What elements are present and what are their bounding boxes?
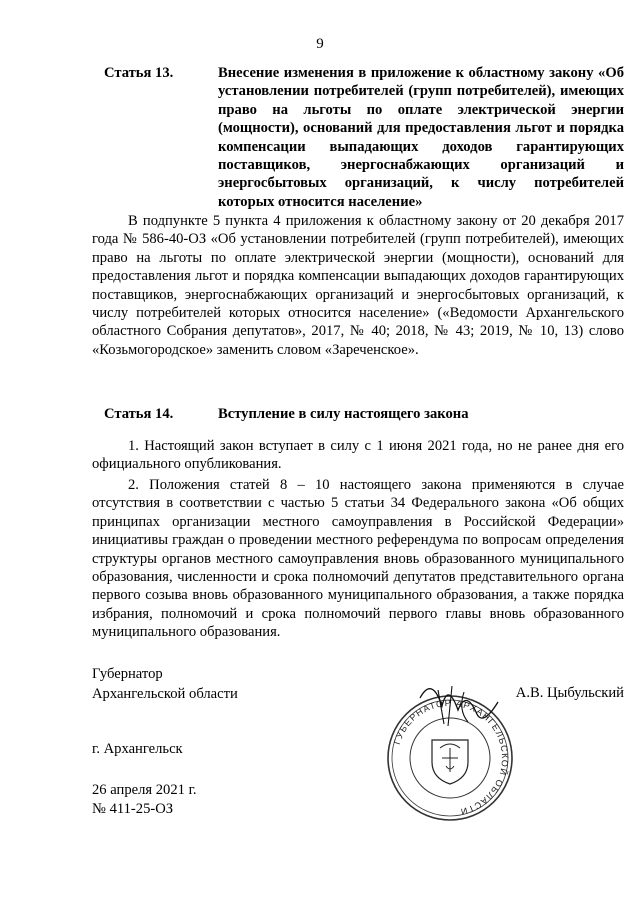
footer-law-number: № 411-25-ОЗ [92,801,174,817]
article-13-body: В подпункте 5 пункта 4 приложения к областному закону от 20 декабря 2017 года № 586-40-ОЗ «Об установлении потребителей (групп потребителей), имеющих право на льготы по оплате электрической энергии (мощности), оснований для предоставления льгот и порядка компенсации выпадающих доходов гарантирующих поставщиков, энергоснабжающих организаций и энергосбытовых организаций, к числу потребителей которых относится население» («Ведомости Архангельского областного Собрания депутатов», 2017, № 40; 2018, № 43; 2019, № 10, 13) слово «Козьмогородское» заменить словом «Зареченское». [92,213,624,358]
signer-position-line2: Архангельской области [92,686,238,702]
article-14-label: Статья 14. [104,406,174,422]
article-13-heading [104,64,624,210]
article-14-paragraph-1: 1. Настоящий закон вступает в силу с 1 июня 2021 года, но не ранее дня его официального опубликования. [92,438,624,473]
article-14-paragraph-2: 2. Положения статей 8 – 10 настоящего закона применяются в случае отсутствия в соответствии с частью 5 статьи 34 Федерального закона «Об общих принципах организации местного самоуправления в Российской Федерации» инициативы граждан о проведении местного референдума по вопросам определения структуры органов местного самоуправления вновь образованного муниципального образования, численности и срока полномочий депутатов представительного органа первого созыва вновь образованного муниципального образования, а также порядка избрания, полномочий и срока полномочий первого главы вновь образованного муниципального образования. [92,477,624,641]
article-13-label: Статья 13. [104,65,174,81]
official-seal [380,678,520,828]
page-number: 9 [316,36,324,52]
article-13-title: Внесение изменения в приложение к областному закону «Об установлении потребителей (групп потребителей), имеющих право на льготы по оплате электрической энергии (мощности), оснований для предоставления льгот и порядка компенсации выпадающих доходов гарантирующих поставщиков, энергоснабжающих организаций и энергосбытовых организаций, к числу потребителей которых относится население» [218,65,624,210]
article-14-title: Вступление в силу настоящего закона [218,406,469,422]
svg-text:ГУБЕРНАТОР АРХАНГЕЛЬСКОЙ ОБЛАС: ГУБЕРНАТОР АРХАНГЕЛЬСКОЙ ОБЛАСТИ [391,697,511,818]
article-14-heading [104,405,624,425]
signer-name: А.В. Цыбульский [515,685,624,701]
footer-date: 26 апреля 2021 г. [92,782,197,798]
signer-position-line1: Губернатор [92,666,163,682]
footer-city: г. Архангельск [92,741,183,757]
